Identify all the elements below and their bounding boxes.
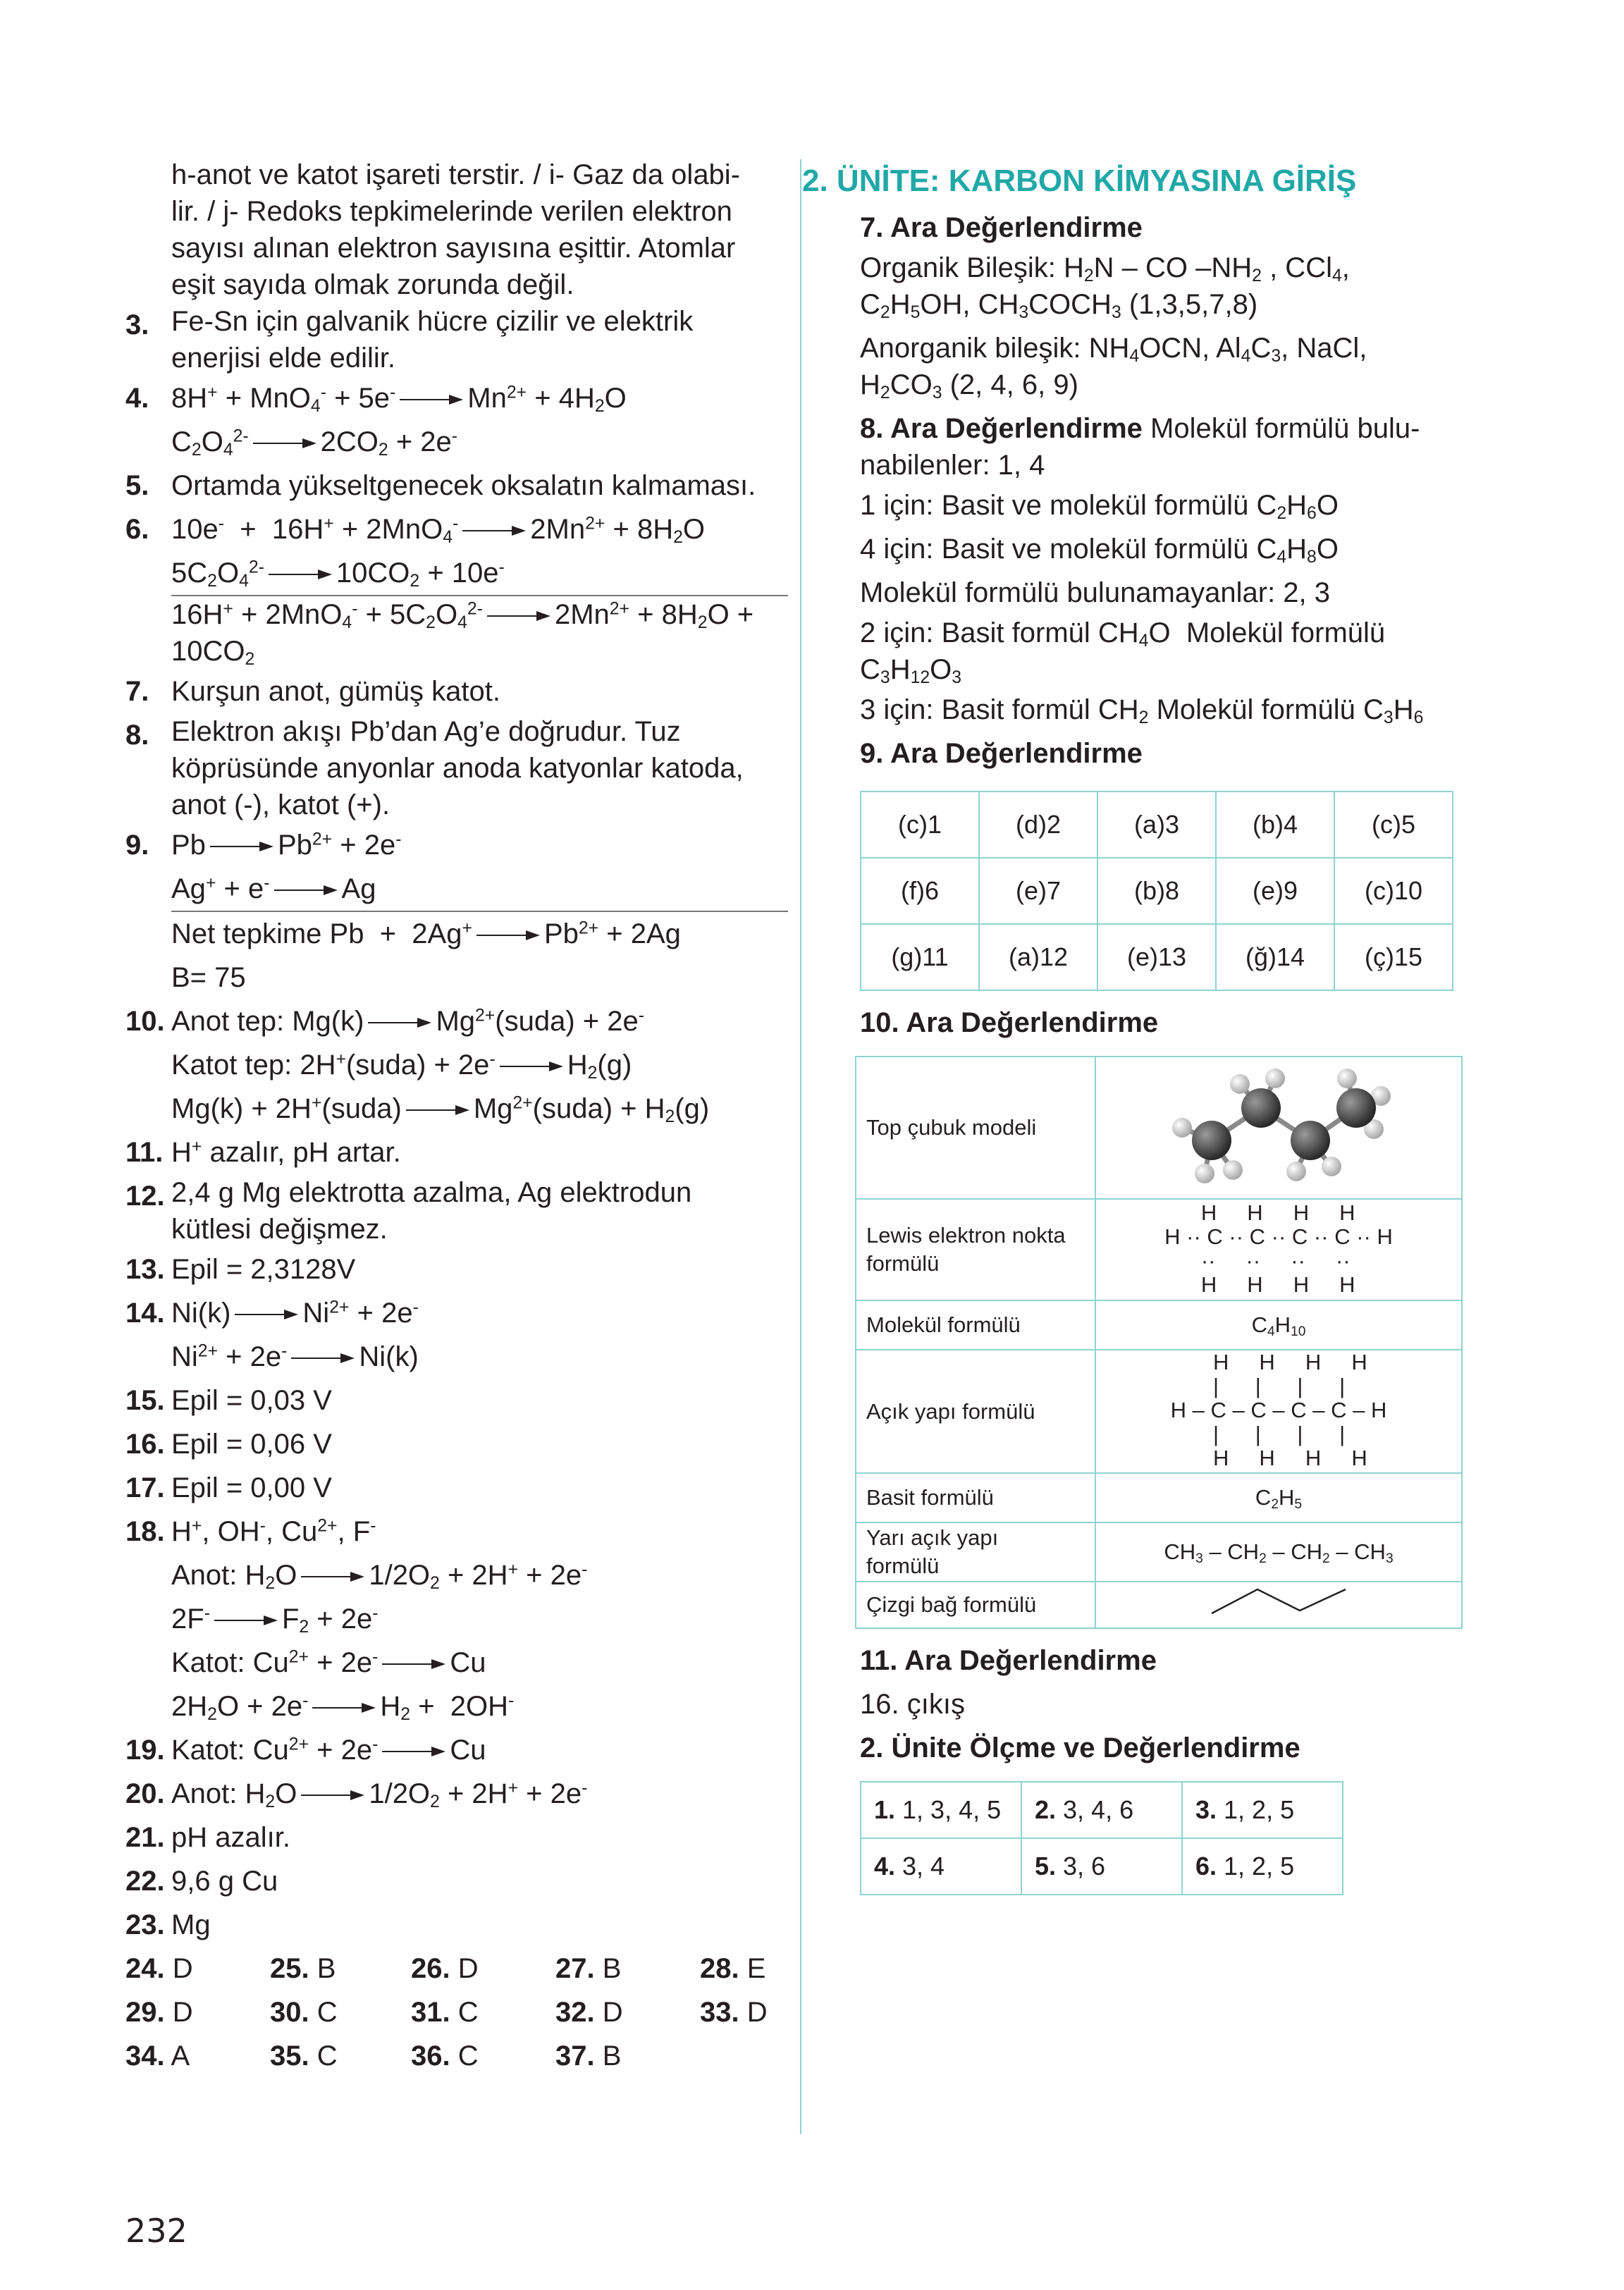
reaction-4a: 8H+ + MnO$_4$- + 5e- $Mn^{2+} + 4H_2O$: [171, 383, 627, 417]
answer-6: 6. 10e- + 16H+ + 2MnO$_4$- $2Mn^{2+} + 8H_2O$: [125, 507, 788, 551]
table-row: (f)6 (e)7 (b)8 (e)9 (c)10: [861, 858, 1453, 924]
answer-key-item: 27. B: [555, 1953, 622, 1984]
reaction-6-net: $16H^+ + 2MnO_4^- + 5C_2O_4^{2-}$ $2Mn^{2+} + 8H_2O$ + $10CO_2$: [171, 599, 754, 670]
skeletal-formula: [1205, 1584, 1353, 1619]
table-row: Lewis elektron nokta formülü H H H H H ·· C ·· C ·· C ·· C ·· H ·· ·· ·· ·· H H H H: [856, 1199, 1462, 1300]
page-number: 232: [125, 2212, 187, 2250]
answer-22: 22. 9,6 g Cu: [125, 1866, 278, 1897]
section-9-heading: 9. Ara Değerlendirme: [860, 738, 1143, 769]
answer-5: 5. Ortamda yükseltgenecek oksalatın kalmaması.: [125, 470, 756, 501]
reaction-18d: $2H_2O + 2e^-$ $H_2 + 2OH^-$: [171, 1691, 515, 1725]
section-8-line-3: Molekül formülü bulunamayanlar: 2, 3: [860, 577, 1331, 608]
ions-18: H+, OH-, $Cu^{2+}$, F-: [171, 1516, 376, 1547]
table-row: Basit formülü $C_2H_5$: [856, 1473, 1462, 1522]
answer-key-item: 34. A: [125, 2040, 190, 2072]
answer-16: 16. Epil = 0,06 V: [125, 1429, 332, 1460]
reaction-10-net: Mg(k) + 2H+(suda) $Mg^{2+}(suda) + H_2(g)$: [171, 1093, 710, 1127]
answer-9: 9. Pb $Pb^{2+} + 2e^-$: [125, 823, 788, 867]
unit-eval-table: [860, 1781, 1343, 1895]
answer-9-b: B= 75: [171, 962, 246, 993]
arrow-icon: [301, 1570, 364, 1584]
lewis-structure: H H H H H ·· C ·· C ·· C ·· C ·· H ·· ·· ·· ·· H H H H: [1164, 1200, 1393, 1297]
reaction-9a: Pb $Pb^{2+} + 2e^-$: [171, 830, 402, 861]
answer-key-item: 37. B: [555, 2040, 622, 2072]
section-8: 8. Ara Değerlendirme Molekül formülü bulu- nabilenler: 1, 4: [860, 413, 1420, 481]
reaction-18c: Katot: $Cu^{2+} + 2e^-$ Cu: [171, 1647, 486, 1678]
arrow-icon: [269, 567, 332, 581]
reaction-14a: Ni(k) $Ni^{2+} + 2e^-$: [171, 1298, 419, 1329]
arrow-icon: [500, 1059, 563, 1073]
reaction-14b: $Ni^{2+} + 2e^-$ Ni(k): [171, 1341, 419, 1372]
intro-text: h-anot ve katot işareti terstir. / i- Gaz da olabi- lir. / j- Redoks tepkimelerinde verilen elektron sayısı alınan elektron sayısına eşittir. Atomlar eşit sayıda olmak zorunda değil.: [171, 159, 741, 300]
answer-key-item: 36. C: [411, 2040, 479, 2072]
unit-title: 2. ÜNİTE: KARBON KİMYASINA GİRİŞ: [802, 164, 1357, 198]
answer-key-item: 28. E: [700, 1953, 766, 1984]
unit-eval-heading: 2. Ünite Ölçme ve Değerlendirme: [860, 1732, 1300, 1763]
column-divider: [800, 159, 801, 2134]
arrow-icon: [274, 883, 338, 897]
answer-17: 17. Epil = 0,00 V: [125, 1472, 332, 1503]
answer-key-item: 35. C: [270, 2040, 338, 2072]
answer-11: 11. H+ azalır, pH artar.: [125, 1137, 401, 1168]
answer-14: 14. Ni(k) $Ni^{2+} + 2e^-$: [125, 1291, 788, 1335]
answer-key-item: 31. C: [411, 1997, 479, 2028]
answer-8: 8. Elektron akışı Pb’dan Ag’e doğrudur. Tuz köprüsünde anyonlar anoda katyonlar katoda, anot (-), katot (+).: [125, 716, 744, 820]
answer-15: 15. Epil = 0,03 V: [125, 1385, 332, 1416]
table-row: Yarı açık yapı formülü $CH_3 - CH_2 - CH_2 - CH_3$: [856, 1522, 1462, 1582]
answer-key-item: 26. D: [411, 1953, 479, 1984]
arrow-icon: [382, 1657, 445, 1671]
arrow-icon: [382, 1744, 445, 1759]
section-11-answer: 16. çıkış: [860, 1689, 965, 1720]
table-row: Top çubuk modeli: [856, 1057, 1462, 1199]
answer-18: 18. H+, OH-, $Cu^{2+}$, F-: [125, 1510, 788, 1553]
arrow-icon: [301, 1788, 364, 1802]
answer-4: 4. 8H+ + MnO$_4$- + 5e- $Mn^{2+} + 4H_2O$: [125, 376, 788, 420]
butane-formula-table: [855, 1056, 1463, 1629]
arrow-icon: [291, 1351, 355, 1365]
section-8-line-4: 2 için: Basit formül $CH_4O$ Molekül formülü $C_3H_{12}O_3$: [860, 617, 1386, 688]
answer-key-grid: [125, 1947, 788, 2078]
section-10-heading: 10. Ara Değerlendirme: [860, 1007, 1159, 1038]
arrow-icon: [400, 393, 463, 407]
table-row: Açık yapı formülü H H H H | | | | H – C – C – C – C – H | | | | H H H H: [856, 1350, 1462, 1473]
reaction-4b: $C_2O_4^{2-}$ $2CO_2 + 2e^-$: [171, 426, 458, 460]
reaction-10a: Anot tep: Mg(k) $Mg^{2+}(suda) + 2e^-$: [171, 1006, 645, 1037]
table-row: (c)1 (d)2 (a)3 (b)4 (c)5: [861, 792, 1453, 858]
answer-key-item: 30. C: [270, 1997, 338, 2028]
answer-3: 3. Fe-Sn için galvanik hücre çizilir ve elektrik enerjisi elde edilir.: [125, 306, 694, 374]
structural-formula: H H H H | | | | H – C – C – C – C – H | | | | H H H H: [1170, 1350, 1387, 1470]
arrow-icon: [406, 1103, 469, 1117]
answer-19: 19. Katot: $Cu^{2+} + 2e^-$ Cu: [125, 1735, 486, 1766]
section-11-heading: 11. Ara Değerlendirme: [860, 1645, 1157, 1676]
answer-key-item: 32. D: [555, 1997, 623, 2028]
reaction-6b: $5C_2O_4^{2-}$ $10CO_2 + 10e^-$: [171, 551, 788, 596]
arrow-icon: [312, 1701, 376, 1715]
arrow-icon: [235, 1307, 298, 1322]
answer-key-item: 25. B: [270, 1953, 336, 1984]
arrow-icon: [462, 524, 526, 538]
reaction-9-net: Net tepkime Pb + 2Ag+ $Pb^{2+} + 2Ag$: [171, 918, 681, 949]
reaction-9b: Ag+ + e- Ag: [171, 867, 788, 912]
table-row: (g)11 (a)12 (e)13 (ğ)14 (ç)15: [861, 924, 1453, 990]
reaction-6a: 10e- + 16H+ + 2MnO$_4$- $2Mn^{2+} + 8H_2O$: [171, 514, 706, 548]
ball-and-stick-model: [1162, 1057, 1395, 1191]
answer-12: 12. 2,4 g Mg elektrotta azalma, Ag elektrodun kütlesi değişmez.: [125, 1177, 692, 1245]
condensed-formula: $CH_3 - CH_2 - CH_2 - CH_3$: [1095, 1522, 1462, 1582]
molecular-formula: $C_4H_{10}$: [1095, 1300, 1462, 1350]
answer-key-item: 33. D: [700, 1997, 768, 2028]
answer-20: 20. Anot: $H_2O$ $1/2O_2 + 2H^+ + 2e^-$: [125, 1778, 588, 1812]
section-8-line-2: 4 için: Basit ve molekül formülü $C_4H_8O$: [860, 534, 1339, 567]
section-8-line-1: 1 için: Basit ve molekül formülü $C_2H_6O$: [860, 490, 1339, 524]
organic-compounds: Organik Bileşik: $H_2N$ – CO $-NH_2$ , CCl$_4$, $C_2H_5OH$, $CH_3COCH_3$ (1,3,5,7,8): [860, 252, 1350, 323]
reaction-10b: Katot tep: 2H+(suda) + 2e- $H_2(g)$: [171, 1049, 632, 1083]
answer-21: 21. pH azalır.: [125, 1822, 290, 1853]
table-row: Çizgi bağ formülü: [856, 1582, 1462, 1628]
right-column: [804, 156, 1515, 1895]
left-column: [125, 156, 788, 2078]
arrow-icon: [253, 436, 316, 450]
arrow-icon: [210, 839, 273, 854]
reaction-18b: 2F- $F_2 + 2e^-$: [171, 1603, 379, 1637]
answer-7: 7. Kurşun anot, gümüş katot.: [125, 676, 500, 707]
arrow-icon: [476, 928, 540, 942]
inorganic-compounds: Anorganik bileşik: $NH_4OCN$, $Al_4C_3$, NaCl, $H_2CO_3$ (2, 4, 6, 9): [860, 333, 1367, 403]
table-row: 4. 3, 4 5. 3, 6 6. 1, 2, 5: [861, 1838, 1343, 1895]
section-8-line-5: 3 için: Basit formül $CH_2$ Molekül formülü $C_3H_6$: [860, 694, 1424, 728]
arrow-icon: [214, 1613, 278, 1627]
answer-13: 13. Epil = 2,3128V: [125, 1254, 356, 1285]
table-row: Molekül formülü $C_4H_{10}$: [856, 1300, 1462, 1350]
table-row: 1. 1, 3, 4, 5 2. 3, 4, 6 3. 1, 2, 5: [861, 1782, 1343, 1838]
empirical-formula: $C_2H_5$: [1095, 1473, 1462, 1522]
arrow-icon: [487, 609, 550, 623]
answer-key-item: 24. D: [125, 1953, 193, 1984]
section-9-answer-table: [860, 791, 1453, 991]
reaction-18a: Anot: $H_2O$ $1/2O_2 + 2H^+ + 2e^-$: [171, 1560, 588, 1594]
answer-10: 10. Anot tep: Mg(k) $Mg^{2+}(suda) + 2e^-$: [125, 999, 788, 1043]
arrow-icon: [368, 1016, 431, 1030]
section-7-heading: 7. Ara Değerlendirme: [860, 212, 1143, 243]
answer-23: 23. Mg: [125, 1909, 211, 1940]
answer-key-item: 29. D: [125, 1997, 193, 2028]
